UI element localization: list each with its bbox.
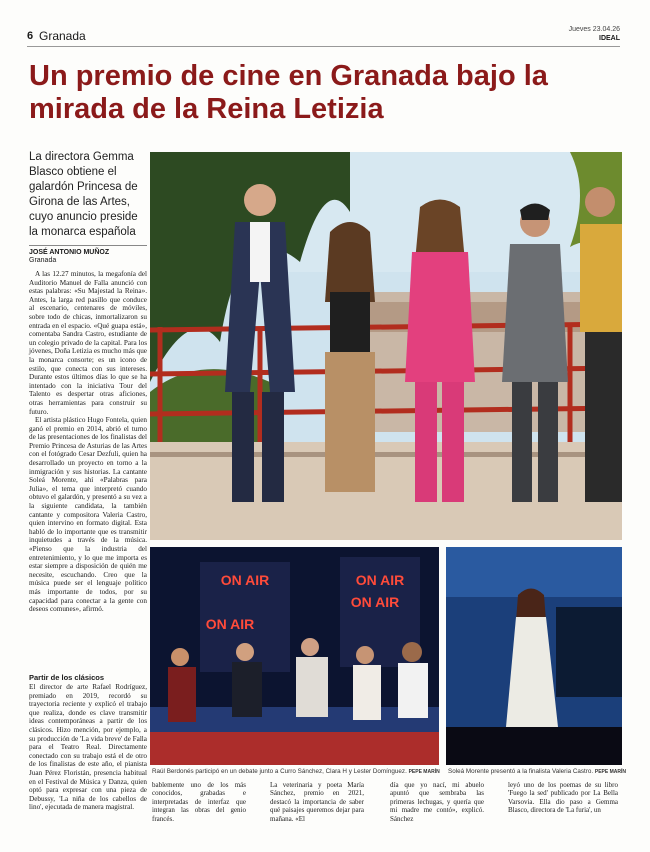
singer-stage-photo <box>446 547 622 765</box>
stage-sign: ON AIR <box>205 616 255 632</box>
photo-caption <box>152 768 440 775</box>
subhead: Partir de los clásicos <box>29 673 105 682</box>
headline: Un premio de cine en Granada bajo la mirada de la Reina Letizia <box>29 60 548 125</box>
article-body-left-bottom: El director de arte Rafael Rodríguez, premiado en 2019, recordó su trayectoria reciente y explicó el trabajo que realiza, donde es clave transmitir ideas contemporáneas a partir de los clásicos. Hizo mención, por ejemplo, a su producción de 'La vida breve' de Falla para el Teatro Real. Directamente conectado con su trabajo está el de otro de los finalistas de este año, el pianista Juan Pérez Floristán, presencia habitual en el Festival de Música y Danza, quien optó para expresar con una pieza de Debussy, 'La niña de los cabellos de lino', ejecutada de manera magistral. <box>29 683 147 812</box>
body-column: bablemente uno de los más conocidos, grabadas e interpretadas de interfaz que integran las obras del genio francés. <box>152 781 246 823</box>
issue-date: Jueves 23.04.26 <box>568 26 620 33</box>
stage-sign: ON AIR <box>220 572 270 588</box>
photo-credit: PEPE MARÍN <box>594 769 627 775</box>
debate-stage-photo <box>150 547 439 765</box>
paragraph: A las 12.27 minutos, la megafonía del Auditorio Manuel de Falla anunció con estas palabras: «Su Majestad la Reina». Antes, la larga red pasillo que conduce al escenario, centenares de móviles, sobre todo de chicas, inmortalizaron su entrada en el espacio. «Qué guapa está», comentaba Sandra Castro, estudiante de un colegio privado de la capital. Para los jóvenes, Doña Letizia es mucho más que la monarca consorte; es un icono de estilo, que conecta con sus intereses. Durante estos últimos días lo que se ha intentado con la iniciativa Tour del Talento es despertar otras aficiones, otras herramientas para construir su futuro. <box>29 270 147 416</box>
stage-sign: ON AIR <box>350 594 400 610</box>
paragraph: El artista plástico Hugo Fontela, quien ganó el premio en 2014, abrió el turno de las presentaciones de los finalistas del Premio Princesa de Asturias de las Artes con el fotógrado Cesar Dezfuli, quien ha desarrollado un proyecto en torno a la inmigración y sus historias. La cantante Soleá Morente, ahí «Palabras para Julia», el tema que interpretó cuando obtuvo el galardón, y presentó a su vez a la siguiente candidata, la también cantante y compositora Valeria Castro, quien intervino en formato digital. Esta habló de lo importante que es transmitir inquietudes a través de la música. «Pienso que la industria del entretenimiento, y lo que me importa es estar siempre a disposición de quién me necesite, escuchando. Creo que la música puede ser el lenguaje político más importante de todos, por su capacidad para conectar a la gente con deseos comunes», afirmó. <box>29 416 147 614</box>
body-column: día que yo nací, mi abuelo apuntó que sembraba las primeras lechugas, y quería que mi madre me contó», explicó. Sánchez <box>390 781 484 823</box>
main-photo-group <box>150 152 622 540</box>
caption-text: Soleá Morente presentó a la finalista Valeria Castro. <box>448 768 594 775</box>
page-number: 6 <box>27 30 34 42</box>
body-column: La veterinaria y poeta María Sánchez, premio en 2021, destacó la importancia de saber qué paisajes queremos dejar para mañana. «El <box>270 781 364 823</box>
section-name[interactable]: Granada <box>39 29 86 43</box>
dateline-location: Granada <box>29 257 57 264</box>
caption-text: Raúl Berdonés participó en un debate junto a Curro Sánchez, Clara H y Lester Domínguez. <box>152 768 407 775</box>
deck: La directora Gemma Blasco obtiene el galardón Princesa de Girona de las Artes, cuyo anuncio preside la monarca española <box>29 151 138 238</box>
photo-caption <box>448 768 626 775</box>
byline: JOSÉ ANTONIO MUÑOZ <box>29 245 147 256</box>
header-rule <box>27 46 620 47</box>
body-column: leyó uno de los poemas de su libro 'Fuego la sed' publicado por La Bella Varsovia. Ella dio paso a Gemma Blasco, directora de 'La furia', un <box>508 781 618 815</box>
stage-sign: ON AIR <box>355 572 405 588</box>
page-header <box>27 28 620 44</box>
newspaper-name: IDEAL <box>599 35 620 42</box>
photo-credit: PEPE MARÍN <box>408 769 440 775</box>
article-body-left <box>29 270 147 614</box>
